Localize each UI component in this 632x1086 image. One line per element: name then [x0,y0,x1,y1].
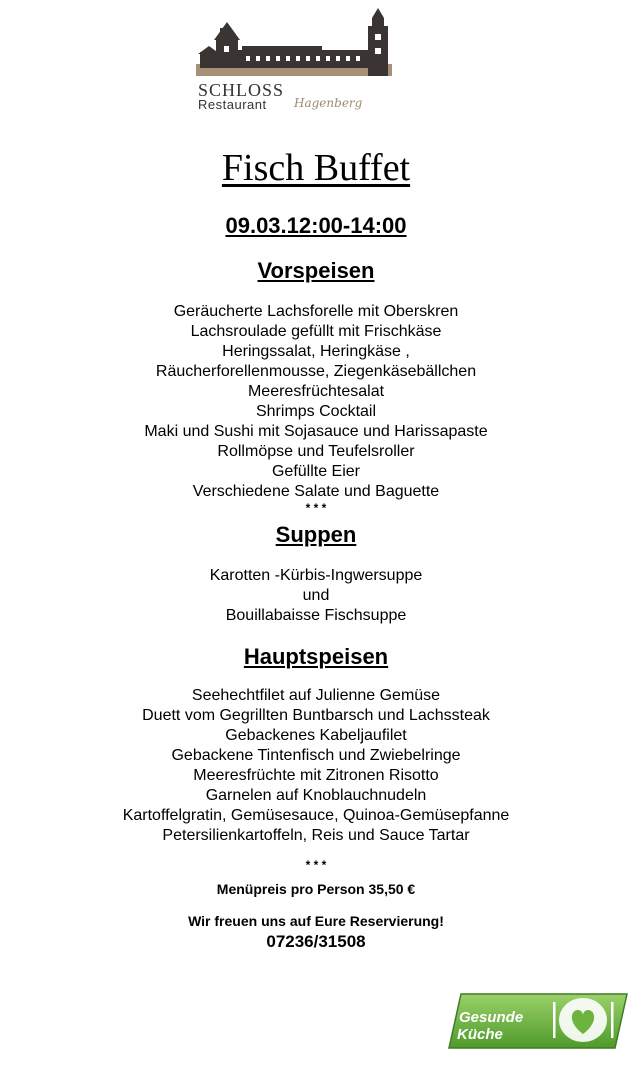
menu-price: Menüpreis pro Person 35,50 € [216,881,416,897]
list-item: Heringssalat, Heringkäse , [222,343,410,360]
list-item: Gebackenes Kabeljaufilet [225,727,407,744]
vorspeisen-list [0,302,632,502]
phone-number: 07236/31508 [266,932,366,951]
page-title: Fisch Buffet [221,147,411,189]
list-item: Duett vom Gegrillten Buntbarsch und Lachssteak [142,707,490,724]
list-item: Shrimps Cocktail [255,403,377,420]
list-item: Kartoffelgratin, Gemüsesauce, Quinoa-Gemüsepfanne [122,807,510,824]
list-item: Verschiedene Salate und Baguette [192,483,440,500]
list-item: Petersilienkartoffeln, Reis und Sauce Tartar [162,827,470,844]
logo-wordmark-hagenberg: Hagenberg [294,96,363,110]
list-item: Seehechtfilet auf Julienne Gemüse [191,687,441,704]
list-item: Meeresfrüchte mit Zitronen Risotto [193,767,439,784]
separator-stars-footer: * * * [305,858,327,872]
section-heading-suppen: Suppen [275,522,357,547]
hauptspeisen-list [0,686,632,846]
list-item: und [302,587,330,604]
list-item: Räucherforellenmousse, Ziegenkäsebällchen [155,363,477,380]
separator-stars: * * * [305,501,327,515]
badge-label-line2: Küche [457,1026,503,1043]
list-item: Gefüllte Eier [271,463,361,480]
list-item: Karotten -Kürbis-Ingwersuppe [209,567,423,584]
logo-wordmark-restaurant: Restaurant [198,97,267,112]
list-item: Garnelen auf Knoblauchnudeln [205,787,427,804]
suppen-list [0,566,632,626]
badge-label-line1: Gesunde [459,1009,524,1026]
list-item: Maki und Sushi mit Sojasauce und Harissapaste [144,423,488,440]
list-item: Meeresfrüchtesalat [247,383,385,400]
reservation-note: Wir freuen uns auf Eure Reservierung! [188,913,444,929]
list-item: Geräucherte Lachsforelle mit Oberskren [173,303,459,320]
logo-wordmark-schloss: SCHLOSS [198,80,285,100]
event-date: 09.03.12:00-14:00 [225,213,407,238]
castle-icon [196,8,396,84]
section-heading-hauptspeisen: Hauptspeisen [243,644,389,669]
gesunde-kueche-badge [447,992,629,1050]
restaurant-logo [196,8,396,116]
list-item: Rollmöpse und Teufelsroller [217,443,415,460]
section-heading-vorspeisen: Vorspeisen [257,258,375,283]
list-item: Gebackene Tintenfisch und Zwiebelringe [171,747,461,764]
list-item: Bouillabaisse Fischsuppe [225,607,407,624]
list-item: Lachsroulade gefüllt mit Frischkäse [190,323,442,340]
